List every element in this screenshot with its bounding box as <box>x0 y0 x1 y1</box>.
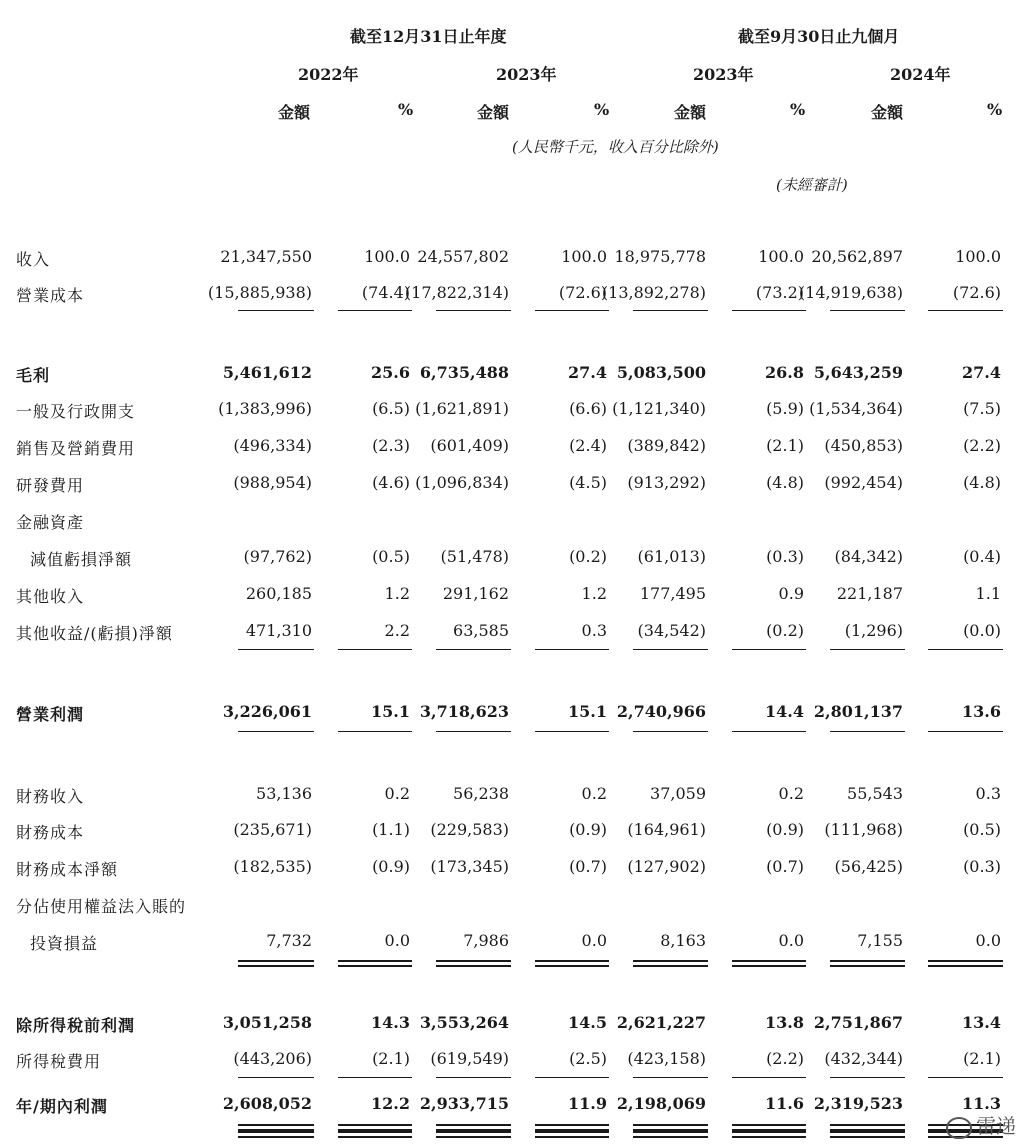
double-underline <box>732 1131 806 1138</box>
amount-cell: 291,162 <box>442 584 509 603</box>
amount-cell: 471,310 <box>245 621 312 640</box>
row-label: 年/期內利潤 <box>16 1097 108 1116</box>
amount-cell: 2,198,069 <box>616 1094 706 1113</box>
period-group-annual: 截至12月31日止年度 <box>350 27 507 46</box>
percent-cell: (2.2) <box>766 1049 804 1068</box>
row-label: 分佔使用權益法入賬的 <box>16 897 187 916</box>
underline <box>436 1077 511 1078</box>
amount-cell: (619,549) <box>430 1049 509 1068</box>
underline <box>928 1077 1003 1078</box>
percent-cell: (6.6) <box>569 399 607 418</box>
underline <box>830 649 905 650</box>
underline <box>732 310 806 311</box>
percent-cell: 11.3 <box>962 1094 1001 1113</box>
amount-cell: 63,585 <box>453 621 509 640</box>
amount-cell: 3,553,264 <box>419 1013 509 1032</box>
amount-cell: (1,383,996) <box>218 399 312 418</box>
year-2023-nine-months: 2023年 <box>693 65 754 84</box>
percent-cell: (0.5) <box>963 820 1001 839</box>
percent-cell: 0.3 <box>581 621 607 640</box>
percent-cell: 0.2 <box>581 784 607 803</box>
percent-cell: 0.0 <box>975 931 1001 950</box>
amount-cell: 2,740,966 <box>616 702 706 721</box>
amount-cell: (601,409) <box>430 436 509 455</box>
amount-cell: 221,187 <box>836 584 903 603</box>
row-label: 財務收入 <box>16 787 85 806</box>
currency-note: (人民幣千元，收入百分比除外) <box>512 138 719 156</box>
double-underline <box>535 1131 609 1138</box>
row-label: 其他收入 <box>16 587 85 606</box>
row-label: 一般及行政開支 <box>16 402 136 421</box>
row-label: 減值虧損淨額 <box>30 550 133 569</box>
percent-cell: 1.2 <box>384 584 410 603</box>
double-underline <box>436 1131 511 1138</box>
amount-cell: (913,292) <box>627 473 706 492</box>
year-2024: 2024年 <box>890 65 951 84</box>
amount-cell: (443,206) <box>233 1049 312 1068</box>
percent-cell: (2.3) <box>372 436 410 455</box>
amount-cell: 2,751,867 <box>813 1013 903 1032</box>
amount-cell: (1,121,340) <box>612 399 706 418</box>
amount-cell: 20,562,897 <box>811 247 903 266</box>
row-label: 毛利 <box>16 366 51 385</box>
underline <box>436 310 511 311</box>
double-underline <box>338 1131 412 1138</box>
percent-cell: 0.0 <box>384 931 410 950</box>
year-2022: 2022年 <box>298 65 359 84</box>
double-underline <box>436 960 511 967</box>
percent-cell: (6.5) <box>372 399 410 418</box>
double-underline <box>830 960 905 967</box>
weibo-logo-icon <box>946 1117 972 1139</box>
amount-cell: (1,534,364) <box>809 399 903 418</box>
double-underline <box>338 960 412 967</box>
amount-cell: (14,919,638) <box>798 283 903 302</box>
underline <box>436 731 511 732</box>
amount-cell: 3,718,623 <box>419 702 509 721</box>
row-label: 金融資產 <box>16 513 85 532</box>
row-label: 營業利潤 <box>16 705 85 724</box>
percent-cell: 0.2 <box>384 784 410 803</box>
amount-cell: 6,735,488 <box>419 363 509 382</box>
underline <box>535 310 609 311</box>
year-2023-annual: 2023年 <box>496 65 557 84</box>
percent-cell: (0.5) <box>372 547 410 566</box>
amount-cell: (34,542) <box>637 621 706 640</box>
double-underline <box>830 1131 905 1138</box>
percent-cell: (0.9) <box>372 857 410 876</box>
percent-cell: 13.6 <box>962 702 1001 721</box>
underline <box>338 1077 412 1078</box>
underline <box>633 731 708 732</box>
percent-cell: (5.9) <box>766 399 804 418</box>
percent-cell: (73.2) <box>755 283 804 302</box>
percent-cell: (2.1) <box>372 1049 410 1068</box>
amount-cell: (1,296) <box>844 621 903 640</box>
amount-cell: 18,975,778 <box>614 247 706 266</box>
amount-cell: 2,933,715 <box>419 1094 509 1113</box>
underline <box>633 649 708 650</box>
row-label: 其他收益/(虧損)淨額 <box>16 624 173 643</box>
percent-cell: 100.0 <box>955 247 1001 266</box>
percent-cell: (2.1) <box>963 1049 1001 1068</box>
double-underline <box>633 1124 708 1131</box>
amount-cell: 2,801,137 <box>813 702 903 721</box>
percent-cell: 12.2 <box>371 1094 410 1113</box>
row-label: 研發費用 <box>16 476 85 495</box>
percent-cell: (4.5) <box>569 473 607 492</box>
double-underline <box>633 960 708 967</box>
row-label: 除所得稅前利潤 <box>16 1016 136 1035</box>
percent-cell: (0.3) <box>963 857 1001 876</box>
percent-cell: (0.4) <box>963 547 1001 566</box>
percent-cell: (4.8) <box>963 473 1001 492</box>
amount-cell: 3,051,258 <box>222 1013 312 1032</box>
amount-cell: (432,344) <box>824 1049 903 1068</box>
underline <box>338 731 412 732</box>
row-label: 財務成本 <box>16 823 85 842</box>
percent-cell: (7.5) <box>963 399 1001 418</box>
double-underline <box>928 960 1003 967</box>
underline <box>732 649 806 650</box>
percent-cell: (0.0) <box>963 621 1001 640</box>
percent-cell: 15.1 <box>568 702 607 721</box>
amount-cell: 260,185 <box>245 584 312 603</box>
amount-cell: (97,762) <box>243 547 312 566</box>
col-header-amount-2: 金額 <box>477 103 510 122</box>
amount-cell: 7,732 <box>266 931 312 950</box>
double-underline <box>338 1124 412 1131</box>
col-header-amount-4: 金額 <box>871 103 904 122</box>
amount-cell: 53,136 <box>256 784 312 803</box>
amount-cell: (17,822,314) <box>404 283 509 302</box>
percent-cell: 1.2 <box>581 584 607 603</box>
underline <box>535 731 609 732</box>
amount-cell: 5,643,259 <box>813 363 903 382</box>
amount-cell: 5,083,500 <box>616 363 706 382</box>
percent-cell: 1.1 <box>975 584 1001 603</box>
percent-cell: 13.4 <box>962 1013 1001 1032</box>
underline <box>238 1077 314 1078</box>
underline <box>732 731 806 732</box>
percent-cell: 0.2 <box>778 784 804 803</box>
double-underline <box>633 1131 708 1138</box>
percent-cell: 26.8 <box>765 363 804 382</box>
amount-cell: 3,226,061 <box>222 702 312 721</box>
percent-cell: (1.1) <box>372 820 410 839</box>
percent-cell: (0.7) <box>569 857 607 876</box>
amount-cell: (13,892,278) <box>601 283 706 302</box>
amount-cell: (51,478) <box>440 547 509 566</box>
percent-cell: (0.2) <box>766 621 804 640</box>
amount-cell: 8,163 <box>660 931 706 950</box>
double-underline <box>830 1124 905 1131</box>
amount-cell: (56,425) <box>834 857 903 876</box>
percent-cell: (0.9) <box>569 820 607 839</box>
percent-cell: (0.2) <box>569 547 607 566</box>
percent-cell: 100.0 <box>364 247 410 266</box>
double-underline <box>732 960 806 967</box>
percent-cell: (2.4) <box>569 436 607 455</box>
amount-cell: (1,096,834) <box>415 473 509 492</box>
percent-cell: 27.4 <box>568 363 607 382</box>
amount-cell: (423,158) <box>627 1049 706 1068</box>
underline <box>928 649 1003 650</box>
double-underline <box>238 1124 314 1131</box>
percent-cell: (2.1) <box>766 436 804 455</box>
percent-cell: 100.0 <box>758 247 804 266</box>
row-label: 所得稅費用 <box>16 1052 102 1071</box>
percent-cell: 13.8 <box>765 1013 804 1032</box>
amount-cell: 56,238 <box>453 784 509 803</box>
amount-cell: (127,902) <box>627 857 706 876</box>
underline <box>535 1077 609 1078</box>
amount-cell: (235,671) <box>233 820 312 839</box>
underline <box>732 1077 806 1078</box>
percent-cell: (0.3) <box>766 547 804 566</box>
percent-cell: (72.6) <box>952 283 1001 302</box>
percent-cell: 15.1 <box>371 702 410 721</box>
col-header-pct-4: % <box>987 100 1003 119</box>
amount-cell: 2,608,052 <box>222 1094 312 1113</box>
percent-cell: (74.4) <box>361 283 410 302</box>
percent-cell: (4.6) <box>372 473 410 492</box>
percent-cell: 0.9 <box>778 584 804 603</box>
double-underline <box>238 1131 314 1138</box>
amount-cell: (164,961) <box>627 820 706 839</box>
percent-cell: 25.6 <box>371 363 410 382</box>
percent-cell: 14.5 <box>568 1013 607 1032</box>
underline <box>928 731 1003 732</box>
percent-cell: 27.4 <box>962 363 1001 382</box>
underline <box>830 731 905 732</box>
amount-cell: 2,621,227 <box>616 1013 706 1032</box>
col-header-pct-3: % <box>790 100 806 119</box>
underline <box>338 310 412 311</box>
percent-cell: 2.2 <box>384 621 410 640</box>
percent-cell: 14.3 <box>371 1013 410 1032</box>
percent-cell: (4.8) <box>766 473 804 492</box>
amount-cell: (389,842) <box>627 436 706 455</box>
percent-cell: (2.5) <box>569 1049 607 1068</box>
amount-cell: 177,495 <box>639 584 706 603</box>
amount-cell: (182,535) <box>233 857 312 876</box>
amount-cell: (111,968) <box>824 820 903 839</box>
amount-cell: 24,557,802 <box>417 247 509 266</box>
row-label: 營業成本 <box>16 286 85 305</box>
amount-cell: (61,013) <box>637 547 706 566</box>
underline <box>830 310 905 311</box>
percent-cell: 0.0 <box>778 931 804 950</box>
double-underline <box>436 1124 511 1131</box>
amount-cell: (1,621,891) <box>415 399 509 418</box>
watermark-text: 雷递 <box>976 1114 1016 1138</box>
percent-cell: (0.9) <box>766 820 804 839</box>
row-label: 銷售及營銷費用 <box>16 439 136 458</box>
percent-cell: 14.4 <box>765 702 804 721</box>
col-header-amount-1: 金額 <box>278 103 311 122</box>
underline <box>436 649 511 650</box>
amount-cell: (992,454) <box>824 473 903 492</box>
col-header-pct-1: % <box>398 100 414 119</box>
amount-cell: (988,954) <box>233 473 312 492</box>
percent-cell: 11.6 <box>765 1094 804 1113</box>
row-label: 收入 <box>16 250 51 269</box>
double-underline <box>535 960 609 967</box>
percent-cell: (2.2) <box>963 436 1001 455</box>
underline <box>830 1077 905 1078</box>
amount-cell: 2,319,523 <box>813 1094 903 1113</box>
underline <box>238 649 314 650</box>
double-underline <box>732 1124 806 1131</box>
underline <box>238 731 314 732</box>
amount-cell: (450,853) <box>824 436 903 455</box>
amount-cell: (15,885,938) <box>207 283 312 302</box>
amount-cell: (496,334) <box>233 436 312 455</box>
underline <box>238 310 314 311</box>
unaudited-note: (未經審計) <box>776 176 848 194</box>
percent-cell: (72.6) <box>558 283 607 302</box>
col-header-pct-2: % <box>594 100 610 119</box>
col-header-amount-3: 金額 <box>674 103 707 122</box>
underline <box>633 1077 708 1078</box>
percent-cell: 11.9 <box>568 1094 607 1113</box>
amount-cell: 5,461,612 <box>222 363 312 382</box>
amount-cell: (173,345) <box>430 857 509 876</box>
underline <box>928 310 1003 311</box>
period-group-nine-months: 截至9月30日止九個月 <box>738 27 900 46</box>
double-underline <box>238 960 314 967</box>
double-underline <box>535 1124 609 1131</box>
amount-cell: 7,155 <box>857 931 903 950</box>
percent-cell: (0.7) <box>766 857 804 876</box>
amount-cell: (84,342) <box>834 547 903 566</box>
percent-cell: 100.0 <box>561 247 607 266</box>
percent-cell: 0.0 <box>581 931 607 950</box>
underline <box>338 649 412 650</box>
underline <box>535 649 609 650</box>
percent-cell: 0.3 <box>975 784 1001 803</box>
row-label: 投資損益 <box>30 934 99 953</box>
row-label: 財務成本淨額 <box>16 860 119 879</box>
amount-cell: 21,347,550 <box>220 247 312 266</box>
amount-cell: 37,059 <box>650 784 706 803</box>
underline <box>633 310 708 311</box>
amount-cell: 55,543 <box>847 784 903 803</box>
watermark <box>946 1110 1016 1139</box>
amount-cell: (229,583) <box>430 820 509 839</box>
amount-cell: 7,986 <box>463 931 509 950</box>
